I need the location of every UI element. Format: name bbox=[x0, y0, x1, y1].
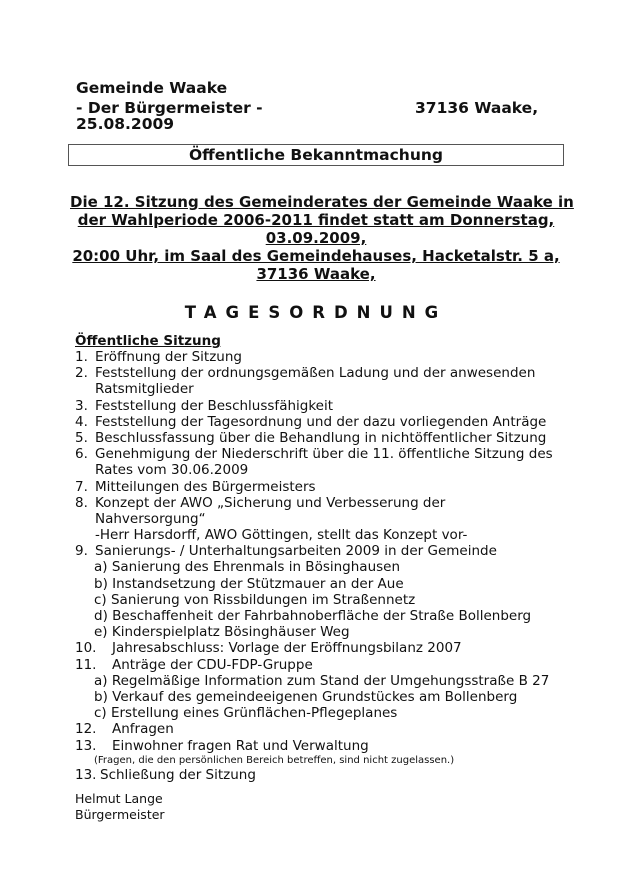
item-text: Sanierungs- / Unterhaltungsarbeiten 2009 in der Gemeinde bbox=[95, 543, 497, 560]
agenda-item bbox=[0, 511, 632, 527]
item-text: Konzept der AWO „Sicherung und Verbesserung der bbox=[95, 494, 446, 511]
item-text: Genehmigung der Niederschrift über die 11. öffentliche Sitzung des bbox=[95, 446, 553, 463]
item-text: Ratsmitglieder bbox=[95, 381, 194, 398]
agenda-subitem bbox=[0, 624, 632, 640]
agenda-list bbox=[0, 349, 632, 783]
subitem-text: a) Sanierung des Ehrenmals in Bösinghausen bbox=[94, 559, 401, 576]
item-text: Feststellung der Tagesordnung und der dazu vorliegenden Anträge bbox=[95, 413, 547, 430]
item-number: 5. bbox=[75, 429, 88, 446]
agenda-item bbox=[0, 381, 632, 397]
agenda-item bbox=[0, 767, 632, 783]
intro-line: der Wahlperiode 2006-2011 findet statt am Donnerstag, bbox=[77, 211, 555, 229]
item-number: 2. bbox=[75, 365, 88, 382]
item-text: Jahresabschluss: Vorlage der Eröffnungsbilanz 2007 bbox=[112, 640, 462, 657]
item-text: Eröffnung der Sitzung bbox=[95, 349, 242, 365]
item-number: 1. bbox=[75, 349, 88, 365]
agenda-item bbox=[0, 365, 632, 381]
signer-name: Helmut Lange bbox=[75, 791, 163, 806]
item-text: Anträge der CDU-FDP-Gruppe bbox=[112, 656, 313, 673]
agenda-note bbox=[0, 754, 632, 767]
agenda-item bbox=[0, 398, 632, 414]
agenda-item bbox=[0, 738, 632, 754]
agenda-item bbox=[0, 495, 632, 511]
subitem-text: b) Verkauf des gemeindeeigenen Grundstückes am Bollenberg bbox=[94, 688, 518, 705]
item-text: Feststellung der Beschlussfähigkeit bbox=[95, 397, 334, 414]
item-number: 13. bbox=[75, 737, 97, 754]
agenda-subitem bbox=[0, 673, 632, 689]
section-title: Öffentliche Sitzung bbox=[75, 333, 221, 349]
item-number: 7. bbox=[75, 478, 88, 495]
item-number: 4. bbox=[75, 413, 88, 430]
agenda-item bbox=[0, 721, 632, 737]
municipality-name: Gemeinde Waake bbox=[76, 79, 228, 97]
agenda-item bbox=[0, 479, 632, 495]
item-text: Nahversorgung“ bbox=[95, 510, 206, 527]
item-text: -Herr Harsdorff, AWO Göttingen, stellt das Konzept vor- bbox=[95, 527, 468, 544]
date-line: 25.08.2009 bbox=[76, 115, 175, 133]
item-text: Einwohner fragen Rat und Verwaltung bbox=[112, 737, 369, 754]
subitem-text: b) Instandsetzung der Stützmauer an der Aue bbox=[94, 575, 404, 592]
intro-line: 20:00 Uhr, im Saal des Gemeindehauses, Hacketalstr. 5 a, bbox=[72, 247, 560, 265]
agenda-item bbox=[0, 446, 632, 462]
signature-block bbox=[75, 791, 165, 823]
subitem-text: d) Beschaffenheit der Fahrbahnoberfläche der Straße Bollenberg bbox=[94, 608, 532, 624]
item-number: 3. bbox=[75, 397, 88, 414]
item-number: 12. bbox=[75, 721, 97, 738]
agenda-subitem bbox=[0, 576, 632, 592]
item-text: Schließung der Sitzung bbox=[100, 766, 256, 783]
agenda-subitem bbox=[0, 689, 632, 705]
item-number: 6. bbox=[75, 446, 88, 463]
intro-line: 03.09.2009, bbox=[265, 229, 367, 247]
agenda-item bbox=[0, 462, 632, 478]
agenda-subitem bbox=[0, 559, 632, 575]
note-text: (Fragen, die den persönlichen Bereich betreffen, sind nicht zugelassen.) bbox=[94, 754, 455, 766]
agenda-item bbox=[0, 414, 632, 430]
agenda-subitem bbox=[0, 705, 632, 721]
item-text: Beschlussfassung über die Behandlung in nichtöffentlicher Sitzung bbox=[95, 429, 547, 446]
meeting-intro bbox=[70, 193, 574, 283]
item-number: 9. bbox=[75, 543, 88, 560]
agenda-item bbox=[0, 430, 632, 446]
item-number: 10. bbox=[75, 640, 97, 657]
agenda-item bbox=[0, 527, 632, 543]
agenda-subitem bbox=[0, 608, 632, 624]
agenda-item bbox=[0, 657, 632, 673]
agenda-item bbox=[0, 543, 632, 559]
subitem-text: c) Erstellung eines Grünflächen-Pflegeplanes bbox=[94, 705, 398, 722]
agenda-subitem bbox=[0, 592, 632, 608]
agenda-item bbox=[0, 640, 632, 656]
subitem-text: e) Kinderspielplatz Bösinghäuser Weg bbox=[94, 624, 350, 641]
notice-title: Öffentliche Bekanntmachung bbox=[68, 144, 564, 166]
item-text: Mitteilungen des Bürgermeisters bbox=[95, 478, 316, 495]
signer-role: Bürgermeister bbox=[75, 807, 165, 822]
item-text: Anfragen bbox=[112, 721, 174, 738]
agenda-heading: TAGESORDNUNG bbox=[184, 303, 448, 322]
item-number: 11. bbox=[75, 656, 97, 673]
office-line: - Der Bürgermeister - bbox=[76, 99, 263, 117]
item-number: 13. bbox=[75, 766, 97, 783]
agenda-item bbox=[0, 349, 632, 365]
intro-line: 37136 Waake, bbox=[256, 265, 376, 283]
item-text: Rates vom 30.06.2009 bbox=[95, 462, 249, 479]
place-line: 37136 Waake, bbox=[415, 99, 539, 117]
item-number: 8. bbox=[75, 494, 88, 511]
subitem-text: a) Regelmäßige Information zum Stand der Umgehungsstraße B 27 bbox=[94, 672, 550, 689]
subitem-text: c) Sanierung von Rissbildungen im Straßennetz bbox=[94, 591, 416, 608]
intro-line: Die 12. Sitzung des Gemeinderates der Gemeinde Waake in bbox=[70, 193, 574, 211]
item-text: Feststellung der ordnungsgemäßen Ladung und der anwesenden bbox=[95, 365, 536, 382]
